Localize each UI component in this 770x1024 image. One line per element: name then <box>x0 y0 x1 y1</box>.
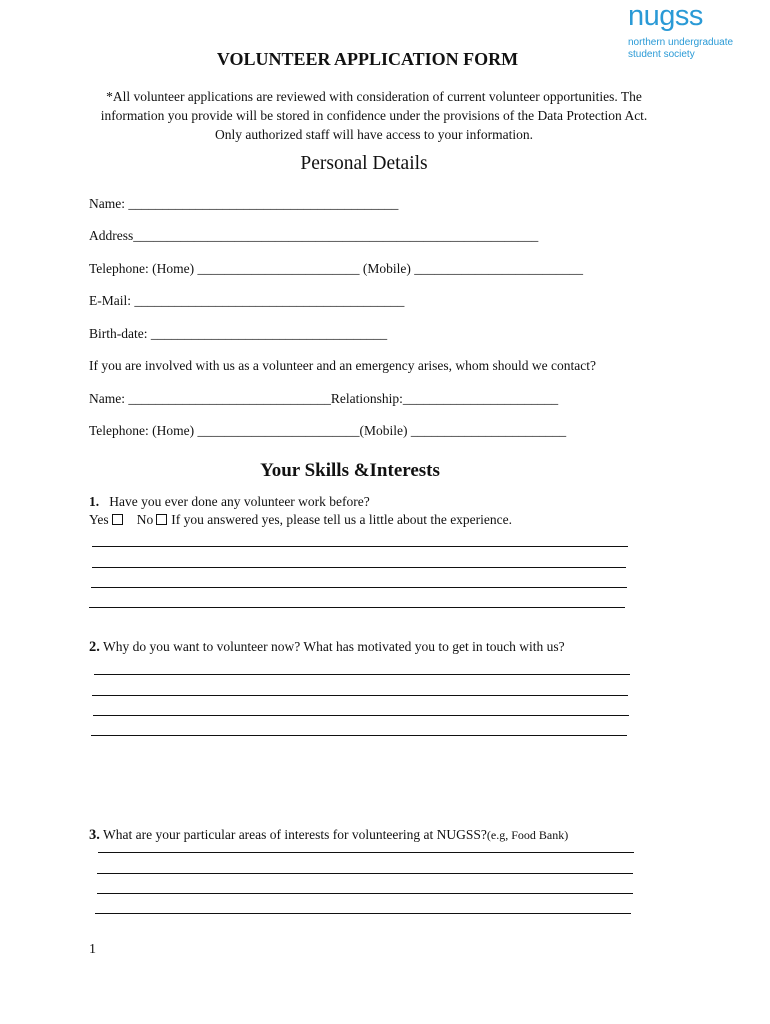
address-field[interactable]: Address____________________________________________________________ <box>89 228 539 243</box>
answer-line[interactable] <box>91 587 627 588</box>
answer-line[interactable] <box>97 873 633 874</box>
intro-line3: Only authorized staff will have access to your information. <box>214 127 534 142</box>
logo-subtitle-line1: northern undergraduate <box>628 37 734 48</box>
intro-text <box>88 87 660 144</box>
no-checkbox[interactable] <box>156 514 167 525</box>
question-3-example: (e.g, Food Bank) <box>486 828 569 842</box>
answer-line[interactable] <box>98 852 634 853</box>
answer-line[interactable] <box>92 695 628 696</box>
yes-checkbox[interactable] <box>112 514 123 525</box>
no-label: No <box>136 512 154 527</box>
logo-subtitle-line2: student society <box>628 49 695 60</box>
answer-line[interactable] <box>93 715 629 716</box>
answer-line[interactable] <box>95 913 631 914</box>
emergency-telephone-field[interactable]: Telephone: (Home) ________________________(Mobile) _______________________ <box>89 423 567 438</box>
question-1-options <box>89 512 512 528</box>
page-number: 1 <box>89 942 96 957</box>
emergency-name-field[interactable]: Name: ______________________________Relationship:_______________________ <box>89 391 559 406</box>
answer-line[interactable] <box>94 674 630 675</box>
answer-line[interactable] <box>89 607 625 608</box>
question-2-number: 2. <box>89 639 100 655</box>
form-title: VOLUNTEER APPLICATION FORM <box>216 49 519 69</box>
intro-line2: information you provide will be stored in confidence under the provisions of the Data Protection Act. <box>100 108 648 123</box>
question-1 <box>89 494 370 510</box>
emergency-question: If you are involved with us as a volunteer and an emergency arises, whom should we contact? <box>89 358 596 373</box>
intro-line1: *All volunteer applications are reviewed with consideration of current volunteer opportunities. The <box>106 89 642 104</box>
question-3 <box>89 827 568 844</box>
question-1-followup: If you answered yes, please tell us a little about the experience. <box>171 512 513 527</box>
skills-heading: Your Skills &Interests <box>260 460 440 481</box>
question-2 <box>89 639 565 656</box>
birthdate-field[interactable]: Birth-date: ___________________________________ <box>89 326 388 341</box>
question-3-number: 3. <box>89 827 100 843</box>
question-1-text: Have you ever done any volunteer work before? <box>109 494 370 509</box>
telephone-field[interactable]: Telephone: (Home) ________________________ (Mobile) _________________________ <box>89 261 584 276</box>
question-3-text: What are your particular areas of interests for volunteering at NUGSS? <box>103 827 487 842</box>
email-field[interactable]: E-Mail: ________________________________________ <box>89 293 405 308</box>
answer-line[interactable] <box>91 735 627 736</box>
yes-label: Yes <box>89 512 109 527</box>
question-2-text: Why do you want to volunteer now? What has motivated you to get in touch with us? <box>103 639 565 654</box>
answer-line[interactable] <box>97 893 633 894</box>
answer-line[interactable] <box>92 567 626 568</box>
name-field[interactable]: Name: ________________________________________ <box>89 196 399 211</box>
logo-wordmark: nugss <box>628 0 703 32</box>
personal-details-heading: Personal Details <box>300 153 428 174</box>
question-1-number: 1. <box>89 494 100 509</box>
answer-line[interactable] <box>92 546 628 547</box>
